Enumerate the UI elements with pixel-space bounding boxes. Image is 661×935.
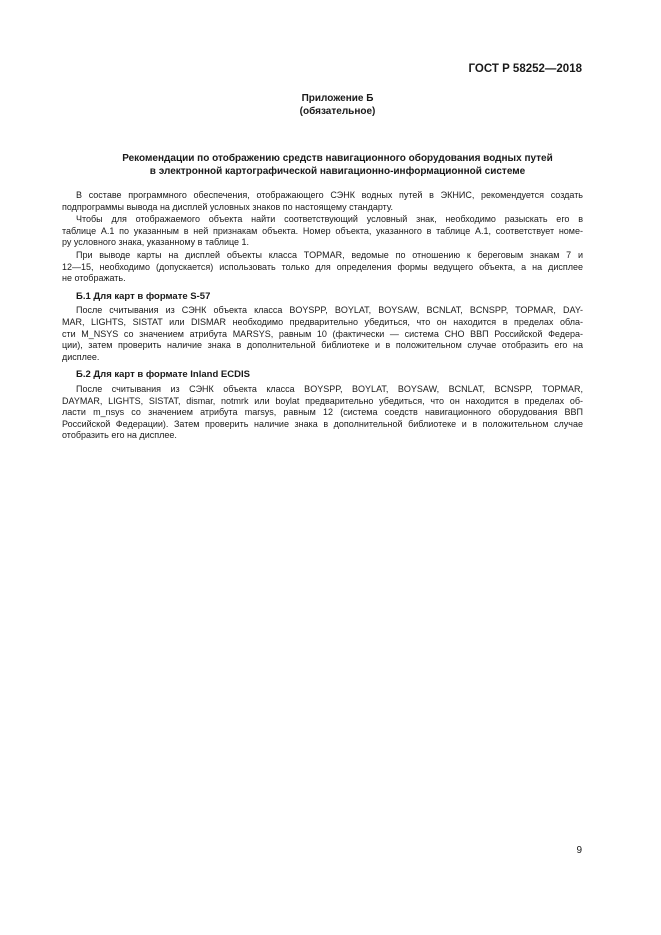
section-inland-ecdis-paragraph (62, 384, 583, 442)
text-line: DAYMAR, LIGHTS, SISTAT, dismar, notmrk или boylat предварительно убедиться, что он находится в пределах об- (62, 395, 583, 406)
intro-paragraph-2 (62, 214, 583, 249)
section-title (0, 152, 661, 178)
section-heading-s57: Б.1 Для карт в формате S-57 (76, 290, 211, 302)
annex-heading (0, 92, 661, 118)
text-line: При выводе карты на дисплей объекты класса TOPMAR, ведомые по отношению к береговым знакам 7 и (76, 249, 583, 260)
text-line: дисплее. (62, 351, 100, 362)
text-line: В составе программного обеспечения, отображающего СЭНК водных путей в ЭКНИС, рекомендуется создать (76, 190, 583, 200)
section-title-line-2: в электронной картографической навигационно-информационной системе (149, 166, 526, 177)
annex-status: (обязательное) (299, 106, 376, 117)
text-line: MAR, LIGHTS, SISTAT или DISMAR необходимо предварительно убедиться, что он находится в пределах обла- (62, 316, 583, 327)
intro-paragraph-1 (62, 190, 583, 213)
text-line: ции), затем проверить наличие знака в дополнительной библиотеке и в положительном случае отобразить его на (62, 340, 583, 351)
text-line: ласти m_nsys со значением атрибута marsys, равным 12 (система соедств навигационного оборудования ВВП (62, 407, 583, 418)
text-line: После считывания из СЭНК объекта класса BOYSPP, BOYLAT, BOYSAW, BCNLAT, BCNSPP, TOPMAR, DAY- (76, 305, 583, 316)
section-s57-paragraph (62, 305, 583, 363)
text-line: Российской Федерации). Затем проверить наличие знака в дополнительной библиотеке и в положительном случае (62, 418, 583, 429)
page-number: 9 (576, 845, 582, 856)
text-line: подпрограммы вывода на дисплей условных знаков по настоящему стандарту. (62, 201, 394, 212)
intro-paragraph-3 (62, 250, 583, 285)
text-line: не отображать. (62, 273, 126, 284)
section-title-line-1: Рекомендации по отображению средств навигационного оборудования водных путей (122, 153, 553, 164)
document-code: ГОСТ Р 58252—2018 (468, 63, 582, 75)
text-line: После считывания из СЭНК объекта класса BOYSPP, BOYLAT, BOYSAW, BCNLAT, BCNSPP, TOPMAR, (76, 383, 583, 394)
text-line: таблице А.1 по указанным в ней признакам объекта. Номер объекта, указанного в таблице А.1, соответствует номе- (62, 225, 583, 236)
text-line: Чтобы для отображаемого объекта найти соответствующий условный знак, необходимо разыскать его в (76, 214, 583, 225)
text-line: сти M_NSYS со значением атрибута MARSYS, равным 10 (фактически — система СНО ВВП Российской Федера- (62, 328, 583, 339)
text-line: отобразить его на дисплее. (62, 430, 177, 441)
annex-title: Приложение Б (301, 93, 374, 104)
text-line: 12—15, необходимо (допускается) использовать только для определения формы ведущего объекта, а на дисплее (62, 261, 583, 272)
text-line: ру условного знака, указанному в таблице 1. (62, 237, 250, 248)
section-heading-inland-ecdis: Б.2 Для карт в формате Inland ECDIS (76, 369, 250, 381)
document-body (62, 190, 583, 443)
